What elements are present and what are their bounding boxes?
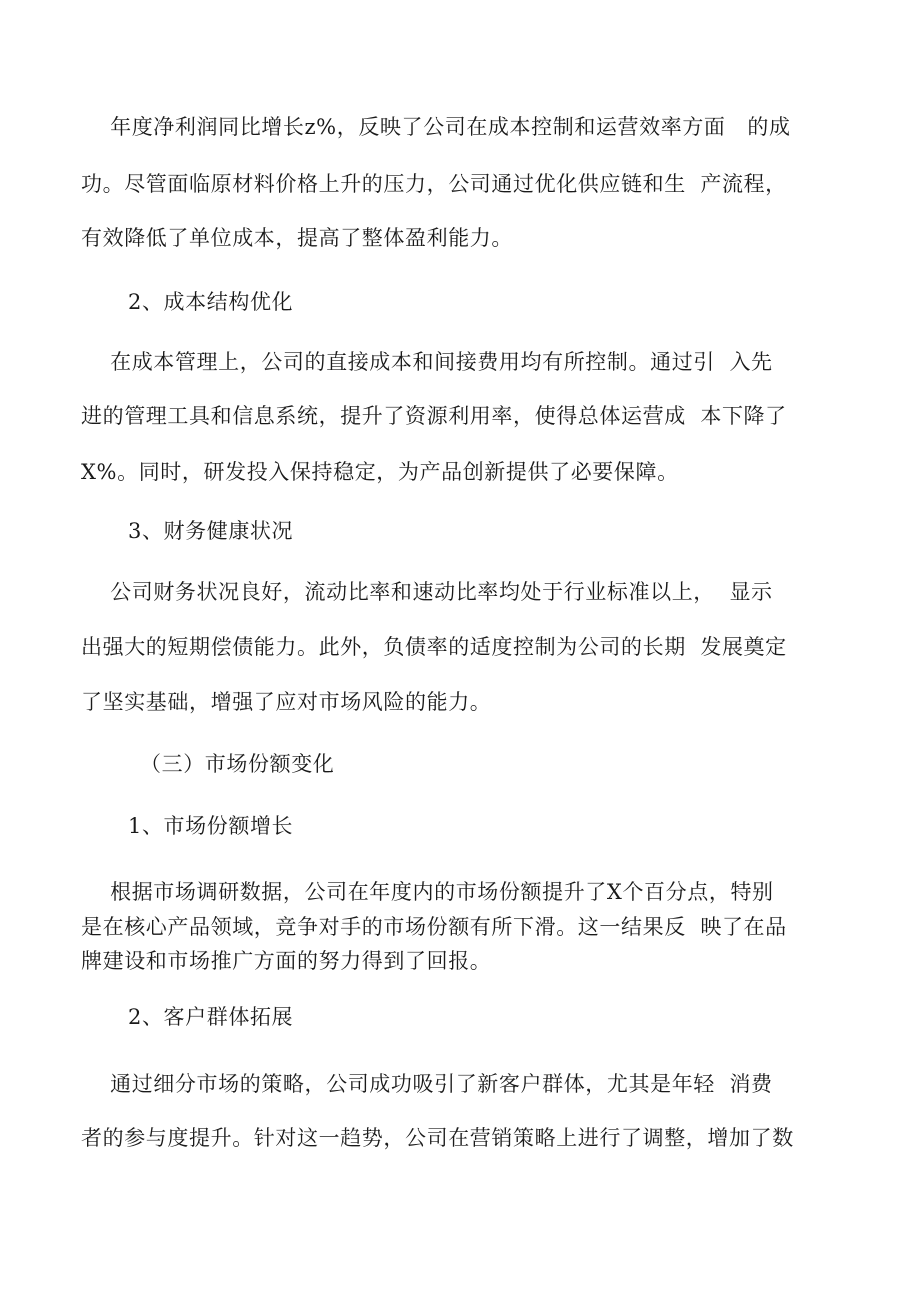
paragraph-line: 公司财务状况良好，流动比率和速动比率均处于行业标准以上， 显示 (81, 580, 773, 604)
paragraph-line: 者的参与度提升。针对这一趋势，公司在营销策略上进行了调整，增加了数 (81, 1126, 794, 1150)
paragraph-line: 进的管理工具和信息系统，提升了资源利用率，使得总体运营成 本下降了 (81, 404, 787, 428)
paragraph-line: 功。尽管面临原材料价格上升的压力，公司通过优化供应链和生 产流程， (81, 172, 787, 196)
paragraph-line: 牌建设和市场推广方面的努力得到了回报。 (81, 949, 492, 973)
section-heading-financial-health: 3、财务健康状况 (128, 519, 294, 543)
paragraph-line: 出强大的短期偿债能力。此外，负债率的适度控制为公司的长期 发展奠定 (81, 635, 787, 659)
paragraph-line: 通过细分市场的策略，公司成功吸引了新客户群体，尤其是年轻 消费 (81, 1072, 773, 1096)
paragraph-line: 根据市场调研数据，公司在年度内的市场份额提升了X个百分点，特别 (81, 880, 774, 904)
paragraph-line: X%。同时，研发投入保持稳定，为产品创新提供了必要保障。 (81, 460, 679, 484)
paragraph-line: 年度净利润同比增长z%，反映了公司在成本控制和运营效率方面 的成 (81, 115, 791, 139)
section-heading-market-share-growth: 1、市场份额增长 (128, 814, 294, 838)
paragraph-line: 了坚实基础，增强了应对市场风险的能力。 (81, 690, 492, 714)
section-heading-market-share-change: （三）市场份额变化 (140, 752, 335, 776)
section-heading-customer-expansion: 2、客户群体拓展 (128, 1005, 294, 1029)
paragraph-line: 是在核心产品领域，竞争对手的市场份额有所下滑。这一结果反 映了在品 (81, 915, 787, 939)
paragraph-line: 有效降低了单位成本，提高了整体盈利能力。 (81, 226, 513, 250)
section-heading-cost-structure: 2、成本结构优化 (128, 290, 294, 314)
paragraph-line: 在成本管理上，公司的直接成本和间接费用均有所控制。通过引 入先 (81, 350, 773, 374)
